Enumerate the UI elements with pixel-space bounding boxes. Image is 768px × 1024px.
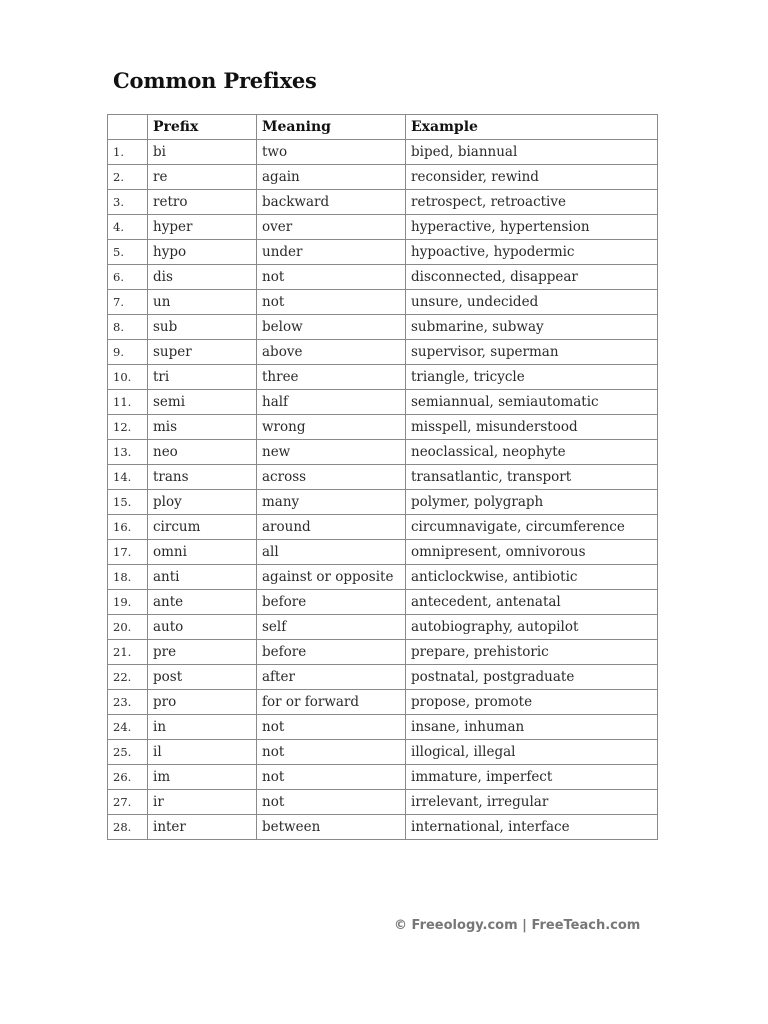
- prefix-cell: auto: [148, 615, 257, 640]
- meaning-cell: under: [257, 240, 406, 265]
- example-cell: submarine, subway: [406, 315, 658, 340]
- example-cell: neoclassical, neophyte: [406, 440, 658, 465]
- page-title: Common Prefixes: [113, 68, 317, 93]
- row-number-cell: 1.: [108, 140, 148, 165]
- table-body: [108, 140, 658, 840]
- prefix-cell: circum: [148, 515, 257, 540]
- meaning-cell: not: [257, 740, 406, 765]
- row-number-cell: 6.: [108, 265, 148, 290]
- row-number-cell: 13.: [108, 440, 148, 465]
- row-number-cell: 20.: [108, 615, 148, 640]
- prefix-cell: neo: [148, 440, 257, 465]
- example-cell: immature, imperfect: [406, 765, 658, 790]
- meaning-cell: before: [257, 640, 406, 665]
- example-cell: international, interface: [406, 815, 658, 840]
- row-number-cell: 7.: [108, 290, 148, 315]
- table-row: [108, 540, 658, 565]
- example-cell: illogical, illegal: [406, 740, 658, 765]
- row-number-cell: 2.: [108, 165, 148, 190]
- table-row: [108, 815, 658, 840]
- prefix-cell: ploy: [148, 490, 257, 515]
- table-row: [108, 415, 658, 440]
- row-number-cell: 24.: [108, 715, 148, 740]
- row-number-cell: 16.: [108, 515, 148, 540]
- table-row: [108, 290, 658, 315]
- table-row: [108, 740, 658, 765]
- meaning-cell: many: [257, 490, 406, 515]
- meaning-cell: for or forward: [257, 690, 406, 715]
- prefix-cell: ante: [148, 590, 257, 615]
- table-row: [108, 265, 658, 290]
- prefix-cell: post: [148, 665, 257, 690]
- meaning-cell: new: [257, 440, 406, 465]
- example-cell: unsure, undecided: [406, 290, 658, 315]
- meaning-cell: all: [257, 540, 406, 565]
- example-cell: hypoactive, hypodermic: [406, 240, 658, 265]
- meaning-cell: above: [257, 340, 406, 365]
- prefix-cell: il: [148, 740, 257, 765]
- example-cell: circumnavigate, circumference: [406, 515, 658, 540]
- meaning-cell: after: [257, 665, 406, 690]
- row-number-cell: 15.: [108, 490, 148, 515]
- table-row: [108, 690, 658, 715]
- table-row: [108, 615, 658, 640]
- prefix-cell: inter: [148, 815, 257, 840]
- row-number-cell: 22.: [108, 665, 148, 690]
- example-cell: autobiography, autopilot: [406, 615, 658, 640]
- prefix-cell: in: [148, 715, 257, 740]
- prefix-cell: bi: [148, 140, 257, 165]
- prefix-cell: anti: [148, 565, 257, 590]
- meaning-cell: backward: [257, 190, 406, 215]
- meaning-cell: between: [257, 815, 406, 840]
- example-cell: semiannual, semiautomatic: [406, 390, 658, 415]
- table-row: [108, 715, 658, 740]
- meaning-cell: around: [257, 515, 406, 540]
- row-number-cell: 8.: [108, 315, 148, 340]
- example-cell: postnatal, postgraduate: [406, 665, 658, 690]
- meaning-cell: not: [257, 790, 406, 815]
- prefix-cell: sub: [148, 315, 257, 340]
- table-row: [108, 140, 658, 165]
- table-row: [108, 190, 658, 215]
- row-number-cell: 12.: [108, 415, 148, 440]
- example-cell: misspell, misunderstood: [406, 415, 658, 440]
- example-cell: hyperactive, hypertension: [406, 215, 658, 240]
- meaning-cell: half: [257, 390, 406, 415]
- example-cell: irrelevant, irregular: [406, 790, 658, 815]
- meaning-cell: not: [257, 715, 406, 740]
- prefix-cell: super: [148, 340, 257, 365]
- example-cell: polymer, polygraph: [406, 490, 658, 515]
- meaning-cell: two: [257, 140, 406, 165]
- row-number-cell: 10.: [108, 365, 148, 390]
- meaning-cell: across: [257, 465, 406, 490]
- example-cell: supervisor, superman: [406, 340, 658, 365]
- prefix-cell: hypo: [148, 240, 257, 265]
- row-number-cell: 14.: [108, 465, 148, 490]
- example-cell: retrospect, retroactive: [406, 190, 658, 215]
- example-cell: reconsider, rewind: [406, 165, 658, 190]
- table-row: [108, 440, 658, 465]
- row-number-cell: 23.: [108, 690, 148, 715]
- row-number-cell: 26.: [108, 765, 148, 790]
- prefix-cell: hyper: [148, 215, 257, 240]
- prefix-cell: omni: [148, 540, 257, 565]
- row-number-cell: 17.: [108, 540, 148, 565]
- table-row: [108, 465, 658, 490]
- meaning-cell: before: [257, 590, 406, 615]
- prefix-cell: pre: [148, 640, 257, 665]
- prefix-cell: retro: [148, 190, 257, 215]
- table-row: [108, 590, 658, 615]
- row-number-cell: 28.: [108, 815, 148, 840]
- example-cell: triangle, tricycle: [406, 365, 658, 390]
- prefix-table: [107, 114, 658, 840]
- table-row: [108, 515, 658, 540]
- example-cell: insane, inhuman: [406, 715, 658, 740]
- header-prefix: Prefix: [148, 115, 257, 140]
- meaning-cell: not: [257, 290, 406, 315]
- meaning-cell: again: [257, 165, 406, 190]
- table-row: [108, 365, 658, 390]
- row-number-cell: 4.: [108, 215, 148, 240]
- prefix-cell: un: [148, 290, 257, 315]
- table-row: [108, 240, 658, 265]
- table-row: [108, 315, 658, 340]
- meaning-cell: below: [257, 315, 406, 340]
- example-cell: transatlantic, transport: [406, 465, 658, 490]
- example-cell: disconnected, disappear: [406, 265, 658, 290]
- table-row: [108, 215, 658, 240]
- row-number-cell: 3.: [108, 190, 148, 215]
- table-row: [108, 765, 658, 790]
- example-cell: anticlockwise, antibiotic: [406, 565, 658, 590]
- header-meaning: Meaning: [257, 115, 406, 140]
- example-cell: omnipresent, omnivorous: [406, 540, 658, 565]
- meaning-cell: against or opposite: [257, 565, 406, 590]
- row-number-cell: 5.: [108, 240, 148, 265]
- meaning-cell: self: [257, 615, 406, 640]
- table-row: [108, 165, 658, 190]
- table-row: [108, 340, 658, 365]
- prefix-cell: re: [148, 165, 257, 190]
- prefix-cell: im: [148, 765, 257, 790]
- row-number-cell: 9.: [108, 340, 148, 365]
- table-row: [108, 665, 658, 690]
- table-row: [108, 640, 658, 665]
- row-number-cell: 18.: [108, 565, 148, 590]
- prefix-cell: dis: [148, 265, 257, 290]
- row-number-cell: 11.: [108, 390, 148, 415]
- table-header-row: [108, 115, 658, 140]
- prefix-cell: semi: [148, 390, 257, 415]
- prefix-cell: trans: [148, 465, 257, 490]
- row-number-cell: 19.: [108, 590, 148, 615]
- header-example: Example: [406, 115, 658, 140]
- footer-credit: © Freeology.com | FreeTeach.com: [394, 918, 641, 933]
- meaning-cell: not: [257, 265, 406, 290]
- table-row: [108, 390, 658, 415]
- row-number-cell: 21.: [108, 640, 148, 665]
- table-row: [108, 790, 658, 815]
- header-number: [108, 115, 148, 140]
- table-row: [108, 565, 658, 590]
- example-cell: prepare, prehistoric: [406, 640, 658, 665]
- example-cell: propose, promote: [406, 690, 658, 715]
- prefix-cell: tri: [148, 365, 257, 390]
- meaning-cell: three: [257, 365, 406, 390]
- prefix-cell: ir: [148, 790, 257, 815]
- meaning-cell: wrong: [257, 415, 406, 440]
- row-number-cell: 25.: [108, 740, 148, 765]
- meaning-cell: over: [257, 215, 406, 240]
- meaning-cell: not: [257, 765, 406, 790]
- example-cell: biped, biannual: [406, 140, 658, 165]
- row-number-cell: 27.: [108, 790, 148, 815]
- table-row: [108, 490, 658, 515]
- prefix-cell: pro: [148, 690, 257, 715]
- prefix-cell: mis: [148, 415, 257, 440]
- example-cell: antecedent, antenatal: [406, 590, 658, 615]
